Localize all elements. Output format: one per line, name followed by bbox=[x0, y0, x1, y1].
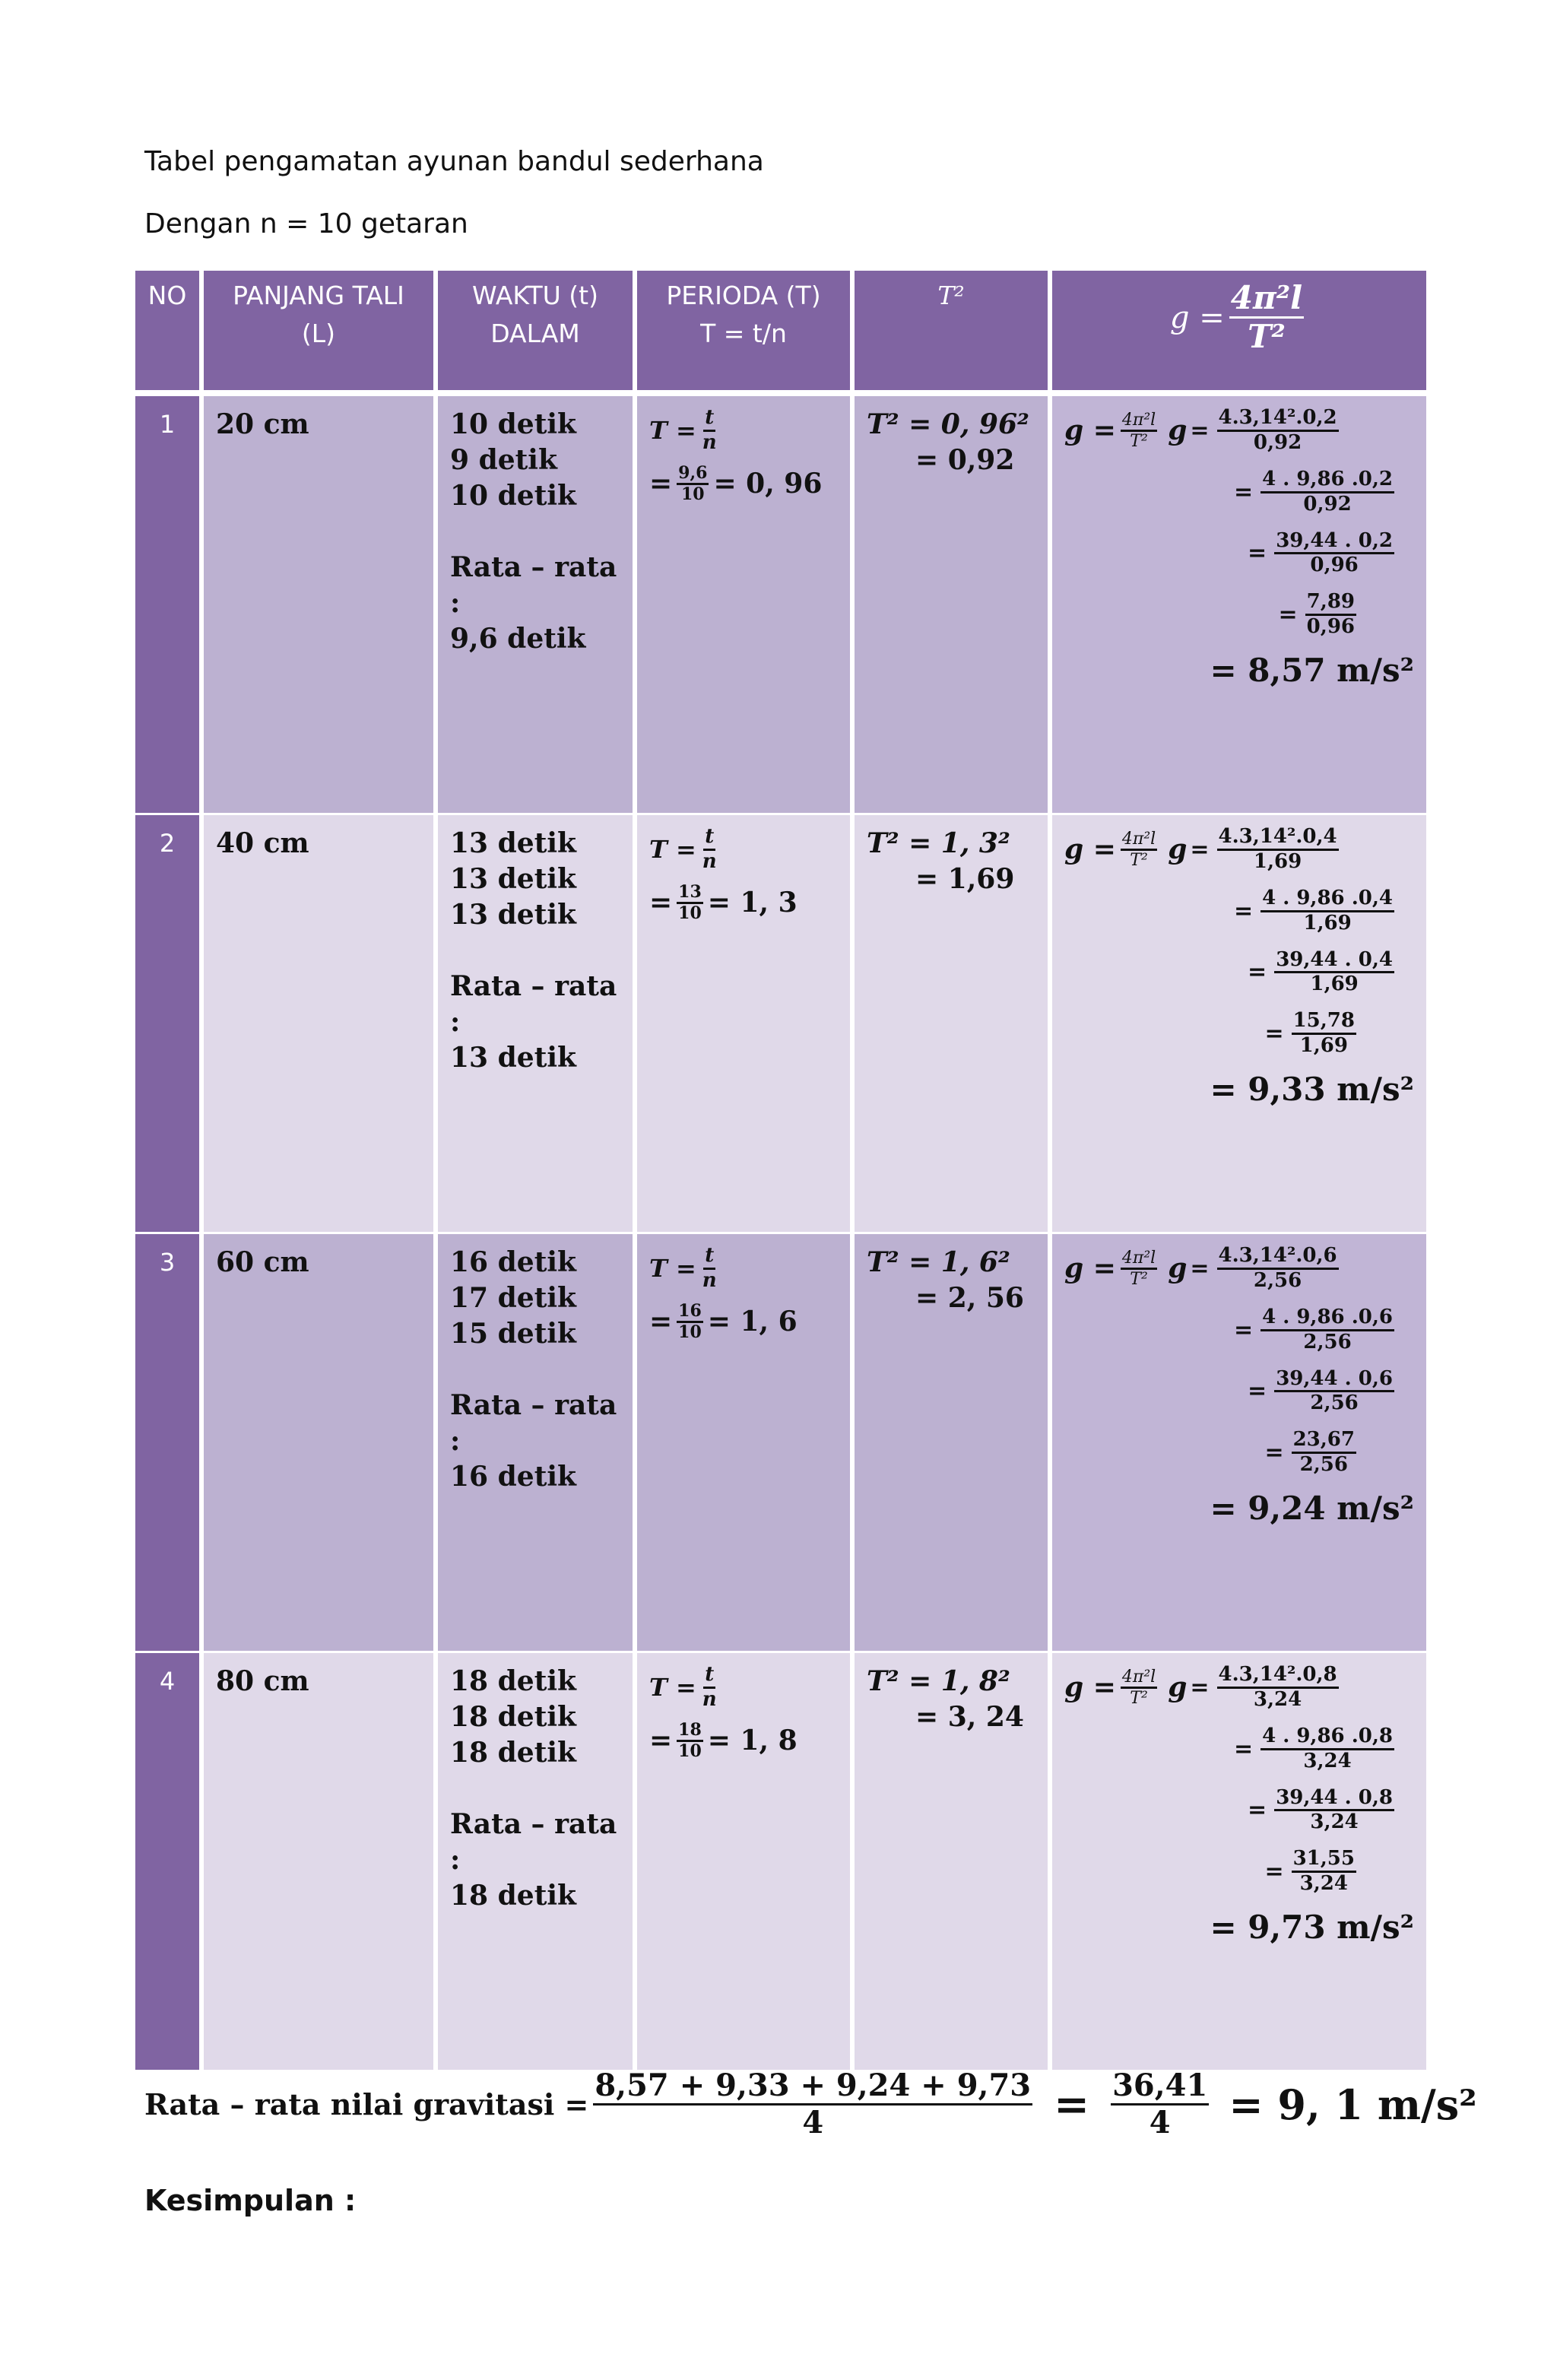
g-step-denominator: 3,24 bbox=[1253, 1687, 1302, 1711]
g-formula-num: 4π²l bbox=[1121, 1249, 1157, 1270]
g-formula-lhs: g = bbox=[1064, 833, 1116, 865]
g-step-numerator: 4.3,14².0,8 bbox=[1217, 1664, 1339, 1689]
header-perioda bbox=[637, 271, 850, 396]
g-step-denominator: 3,24 bbox=[1303, 1749, 1352, 1772]
g-formula-lhs: g = bbox=[1064, 414, 1116, 446]
table-subtitle: Dengan n = 10 getaran bbox=[144, 208, 468, 240]
period-formula-den: n bbox=[702, 1268, 717, 1292]
cell-length bbox=[204, 815, 433, 1234]
length-value: 60 cm bbox=[216, 1246, 309, 1278]
header-waktu bbox=[438, 271, 633, 396]
table-row bbox=[135, 396, 1426, 815]
period-formula-den: n bbox=[702, 1687, 717, 1711]
length-value: 80 cm bbox=[216, 1665, 309, 1697]
g-step: = $\frac{4 . 9,86 .0,8}{3,24}$ bbox=[1233, 1724, 1393, 1772]
header-t-squared bbox=[855, 271, 1048, 396]
time-3: 18 detik bbox=[450, 1737, 576, 1769]
period-result: = 0, 96 bbox=[713, 468, 823, 500]
cell-time bbox=[438, 396, 633, 815]
period-result: = 1, 3 bbox=[707, 887, 798, 919]
table-row bbox=[135, 1234, 1426, 1653]
g-formula-den: T² bbox=[1130, 1688, 1148, 1708]
header-g-numerator: 4π²l bbox=[1229, 280, 1304, 319]
period-result: = 1, 8 bbox=[707, 1725, 798, 1757]
g-step: = $\frac{39,44 . 0,6}{2,56}$ bbox=[1248, 1366, 1393, 1415]
cell-gravity: g = $\frac{\text{4π²l}}{\text{T²}}$ g = $\frac{\text{4.3,14².0,2}}{0,92}$ = $\frac{4 . 9,86 .0,2}{0,92}$ = $\frac{39,44 . 0,2}{0,96}$ = $\frac{7,89}{0,96}$ = 8,57 m/s² bbox=[1052, 396, 1426, 815]
summary-numerator: 8,57 + 9,33 + 9,24 + 9,73 bbox=[593, 2068, 1032, 2106]
g-step: = $\frac{39,44 . 0,2}{0,96}$ bbox=[1248, 528, 1393, 577]
average-gravity-summary bbox=[144, 2068, 1477, 2140]
time-2: 17 detik bbox=[450, 1282, 576, 1314]
summary-total-numerator: 36,41 bbox=[1111, 2068, 1209, 2106]
header-panjang-line2: (L) bbox=[301, 319, 336, 348]
g-step-numerator: 4.3,14².0,2 bbox=[1217, 407, 1339, 432]
g-step-numerator: 39,44 . 0,2 bbox=[1274, 530, 1394, 555]
gravity-result: = 9,73 m/s² bbox=[1210, 1909, 1414, 1947]
time-2: 13 detik bbox=[450, 863, 576, 895]
period-formula-den: n bbox=[702, 849, 717, 873]
g-step-denominator: 1,69 bbox=[1310, 973, 1359, 996]
time-1: 16 detik bbox=[450, 1246, 576, 1278]
cell-t-squared bbox=[855, 396, 1048, 815]
time-1: 13 detik bbox=[450, 827, 576, 859]
average-time: 18 detik bbox=[450, 1880, 576, 1912]
g-step: = $\frac{39,44 . 0,8}{3,24}$ bbox=[1248, 1785, 1393, 1834]
cell-time bbox=[438, 815, 633, 1234]
t-squared-line1: T² = 0, 96² bbox=[867, 408, 1029, 440]
g-step: = $\frac{4 . 9,86 .0,2}{0,92}$ bbox=[1233, 467, 1393, 516]
g-step: = $\frac{31,55}{3,24}$ bbox=[1264, 1847, 1355, 1896]
g-formula-num: 4π²l bbox=[1121, 830, 1157, 851]
header-g-formula bbox=[1052, 271, 1426, 396]
period-formula-den: n bbox=[702, 430, 717, 454]
header-perioda-line2: T = t/n bbox=[700, 319, 787, 348]
g-step: = $\frac{7,89}{0,96}$ bbox=[1278, 590, 1355, 639]
time-1: 10 detik bbox=[450, 408, 576, 440]
g-formula-num: 4π²l bbox=[1121, 1668, 1157, 1689]
header-panjang bbox=[204, 271, 433, 396]
header-g-denominator: T² bbox=[1248, 318, 1286, 356]
period-formula-num: t bbox=[703, 826, 715, 851]
time-3: 13 detik bbox=[450, 899, 576, 931]
length-value: 20 cm bbox=[216, 408, 309, 440]
g-step: = $\frac{4 . 9,86 .0,6}{2,56}$ bbox=[1233, 1305, 1393, 1353]
cell-length bbox=[204, 1234, 433, 1653]
time-3: 10 detik bbox=[450, 480, 576, 512]
g-step-denominator: 1,69 bbox=[1299, 1034, 1348, 1058]
row-number: 2 bbox=[159, 829, 176, 858]
g-formula-den: T² bbox=[1130, 1269, 1148, 1289]
table-header-row bbox=[135, 271, 1426, 396]
g-step-numerator: 31,55 bbox=[1292, 1848, 1356, 1873]
average-time: 13 detik bbox=[450, 1042, 576, 1074]
period-calc-den: 10 bbox=[681, 484, 705, 505]
g-step: = $\frac{39,44 . 0,4}{1,69}$ bbox=[1248, 947, 1393, 996]
cell-time bbox=[438, 1234, 633, 1653]
table-title: Tabel pengamatan ayunan bandul sederhana bbox=[144, 146, 764, 177]
cell-no bbox=[135, 1234, 199, 1653]
row-number: 1 bbox=[159, 410, 176, 439]
summary-denominator: 4 bbox=[802, 2105, 824, 2140]
cell-period: T = $\frac{t}{n}$ = $\frac{18}{10}$ = 1, 8 bbox=[637, 1653, 850, 2072]
period-formula-lhs: T = bbox=[649, 415, 696, 445]
t-squared-line2: = 0,92 bbox=[915, 444, 1015, 476]
g-formula-num: 4π²l bbox=[1121, 411, 1157, 432]
header-waktu-line2: DALAM bbox=[490, 319, 580, 348]
cell-period: T = $\frac{t}{n}$ = $\frac{9,6}{10}$ = 0, 96 bbox=[637, 396, 850, 815]
cell-no bbox=[135, 1653, 199, 2072]
g-step-numerator: 39,44 . 0,8 bbox=[1274, 1787, 1394, 1812]
cell-gravity: g = $\frac{\text{4π²l}}{\text{T²}}$ g = $\frac{\text{4.3,14².0,8}}{3,24}$ = $\frac{4 . 9,86 .0,8}{3,24}$ = $\frac{39,44 . 0,8}{3,24}$ = $\frac{31,55}{3,24}$ = 9,73 m/s² bbox=[1052, 1653, 1426, 2072]
g-step-denominator: 2,56 bbox=[1253, 1268, 1302, 1292]
g-step-denominator: 2,56 bbox=[1310, 1392, 1359, 1415]
period-formula-lhs: T = bbox=[649, 1672, 696, 1702]
period-calc-num: 18 bbox=[677, 1721, 703, 1742]
row-number: 3 bbox=[159, 1248, 176, 1277]
g-step-denominator: 0,96 bbox=[1306, 615, 1355, 639]
header-g-lhs: g = bbox=[1169, 300, 1225, 335]
g-step: = $\frac{4 . 9,86 .0,4}{1,69}$ bbox=[1233, 886, 1393, 935]
t-squared-line2: = 1,69 bbox=[915, 863, 1015, 895]
g-step-denominator: 2,56 bbox=[1303, 1330, 1352, 1353]
g-formula-den: T² bbox=[1130, 431, 1148, 451]
t-squared-line1: T² = 1, 3² bbox=[867, 827, 1010, 859]
period-calc-num: 13 bbox=[677, 883, 703, 904]
header-waktu-line1: WAKTU (t) bbox=[472, 281, 598, 310]
header-panjang-line1: PANJANG TALI bbox=[233, 281, 404, 310]
average-label: Rata – rata : bbox=[450, 970, 617, 1038]
g-step-denominator: 1,69 bbox=[1303, 911, 1352, 935]
g-formula-den: T² bbox=[1130, 850, 1148, 870]
g-step-numerator: 23,67 bbox=[1292, 1429, 1356, 1454]
g-step-numerator: 4.3,14².0,4 bbox=[1217, 826, 1339, 851]
header-no: NO bbox=[135, 271, 199, 396]
g-step-denominator: 3,24 bbox=[1310, 1810, 1359, 1834]
table-row bbox=[135, 1653, 1426, 2072]
g-formula-lhs: g = bbox=[1064, 1671, 1116, 1703]
g-step-denominator: 1,69 bbox=[1253, 849, 1302, 873]
average-time: 9,6 detik bbox=[450, 623, 586, 655]
average-label: Rata – rata : bbox=[450, 1808, 617, 1876]
cell-t-squared bbox=[855, 815, 1048, 1234]
g-step-denominator: 3,24 bbox=[1299, 1872, 1348, 1896]
summary-equals: = bbox=[1054, 2079, 1090, 2130]
period-calc-den: 10 bbox=[678, 1741, 702, 1762]
time-2: 18 detik bbox=[450, 1701, 576, 1733]
period-formula-num: t bbox=[703, 407, 715, 432]
g-step-denominator: 0,92 bbox=[1253, 430, 1302, 454]
g-step-denominator: 2,56 bbox=[1299, 1453, 1348, 1477]
t-squared-line2: = 3, 24 bbox=[915, 1701, 1024, 1733]
gravity-result: = 8,57 m/s² bbox=[1210, 652, 1414, 690]
cell-length bbox=[204, 1653, 433, 2072]
t-squared-line1: T² = 1, 8² bbox=[867, 1665, 1010, 1697]
summary-result: = 9, 1 m/s² bbox=[1229, 2080, 1477, 2129]
time-1: 18 detik bbox=[450, 1665, 576, 1697]
average-time: 16 detik bbox=[450, 1461, 576, 1493]
observation-table bbox=[131, 271, 1431, 2072]
period-calc-num: 9,6 bbox=[677, 464, 709, 485]
header-perioda-line1: PERIODA (T) bbox=[666, 281, 821, 310]
gravity-result: = 9,33 m/s² bbox=[1210, 1071, 1414, 1109]
g-step-numerator: 4 . 9,86 .0,2 bbox=[1261, 468, 1394, 493]
period-calc-num: 16 bbox=[677, 1302, 703, 1323]
row-number: 4 bbox=[159, 1667, 176, 1696]
g-formula-lhs: g = bbox=[1064, 1252, 1116, 1284]
cell-gravity: g = $\frac{\text{4π²l}}{\text{T²}}$ g = $\frac{\text{4.3,14².0,4}}{1,69}$ = $\frac{4 . 9,86 .0,4}{1,69}$ = $\frac{39,44 . 0,4}{1,69}$ = $\frac{15,78}{1,69}$ = 9,33 m/s² bbox=[1052, 815, 1426, 1234]
cell-no bbox=[135, 396, 199, 815]
g-step-denominator: 0,92 bbox=[1303, 492, 1352, 516]
cell-t-squared bbox=[855, 1234, 1048, 1653]
g-step-numerator: 4 . 9,86 .0,8 bbox=[1261, 1725, 1394, 1750]
length-value: 40 cm bbox=[216, 827, 309, 859]
average-label: Rata – rata : bbox=[450, 1389, 617, 1457]
period-calc-den: 10 bbox=[678, 903, 702, 924]
period-formula-lhs: T = bbox=[649, 1253, 696, 1283]
cell-period: T = $\frac{t}{n}$ = $\frac{13}{10}$ = 1, 3 bbox=[637, 815, 850, 1234]
period-result: = 1, 6 bbox=[707, 1306, 798, 1338]
gravity-result: = 9,24 m/s² bbox=[1210, 1490, 1414, 1528]
cell-no bbox=[135, 815, 199, 1234]
cell-period: T = $\frac{t}{n}$ = $\frac{16}{10}$ = 1, 6 bbox=[637, 1234, 850, 1653]
t-squared-line2: = 2, 56 bbox=[915, 1282, 1024, 1314]
g-step-numerator: 4 . 9,86 .0,6 bbox=[1261, 1306, 1394, 1331]
time-2: 9 detik bbox=[450, 444, 557, 476]
g-step-numerator: 39,44 . 0,6 bbox=[1274, 1368, 1394, 1393]
period-formula-lhs: T = bbox=[649, 834, 696, 864]
summary-total-denominator: 4 bbox=[1149, 2105, 1171, 2140]
g-step: = $\frac{23,67}{2,56}$ bbox=[1264, 1428, 1355, 1477]
g-step-denominator: 0,96 bbox=[1310, 554, 1359, 577]
summary-label: Rata – rata nilai gravitasi = bbox=[144, 2087, 589, 2121]
conclusion-heading: Kesimpulan : bbox=[144, 2184, 357, 2217]
g-step-numerator: 4 . 9,86 .0,4 bbox=[1261, 887, 1394, 912]
cell-length bbox=[204, 396, 433, 815]
cell-gravity: g = $\frac{\text{4π²l}}{\text{T²}}$ g = $\frac{\text{4.3,14².0,6}}{2,56}$ = $\frac{4 . 9,86 .0,6}{2,56}$ = $\frac{39,44 . 0,6}{2,56}$ = $\frac{23,67}{2,56}$ = 9,24 m/s² bbox=[1052, 1234, 1426, 1653]
period-formula-num: t bbox=[703, 1245, 715, 1270]
g-step-numerator: 4.3,14².0,6 bbox=[1217, 1245, 1339, 1270]
table-row bbox=[135, 815, 1426, 1234]
t-squared-line1: T² = 1, 6² bbox=[867, 1246, 1010, 1278]
time-3: 15 detik bbox=[450, 1318, 576, 1350]
g-step-numerator: 39,44 . 0,4 bbox=[1274, 949, 1394, 974]
period-formula-num: t bbox=[703, 1664, 715, 1689]
g-step-numerator: 15,78 bbox=[1292, 1010, 1356, 1035]
g-step-numerator: 7,89 bbox=[1305, 591, 1356, 616]
g-step: = $\frac{15,78}{1,69}$ bbox=[1264, 1009, 1355, 1058]
cell-t-squared bbox=[855, 1653, 1048, 2072]
average-label: Rata – rata : bbox=[450, 551, 617, 619]
header-t-squared-text: T² bbox=[937, 281, 965, 310]
cell-time bbox=[438, 1653, 633, 2072]
period-calc-den: 10 bbox=[678, 1322, 702, 1343]
